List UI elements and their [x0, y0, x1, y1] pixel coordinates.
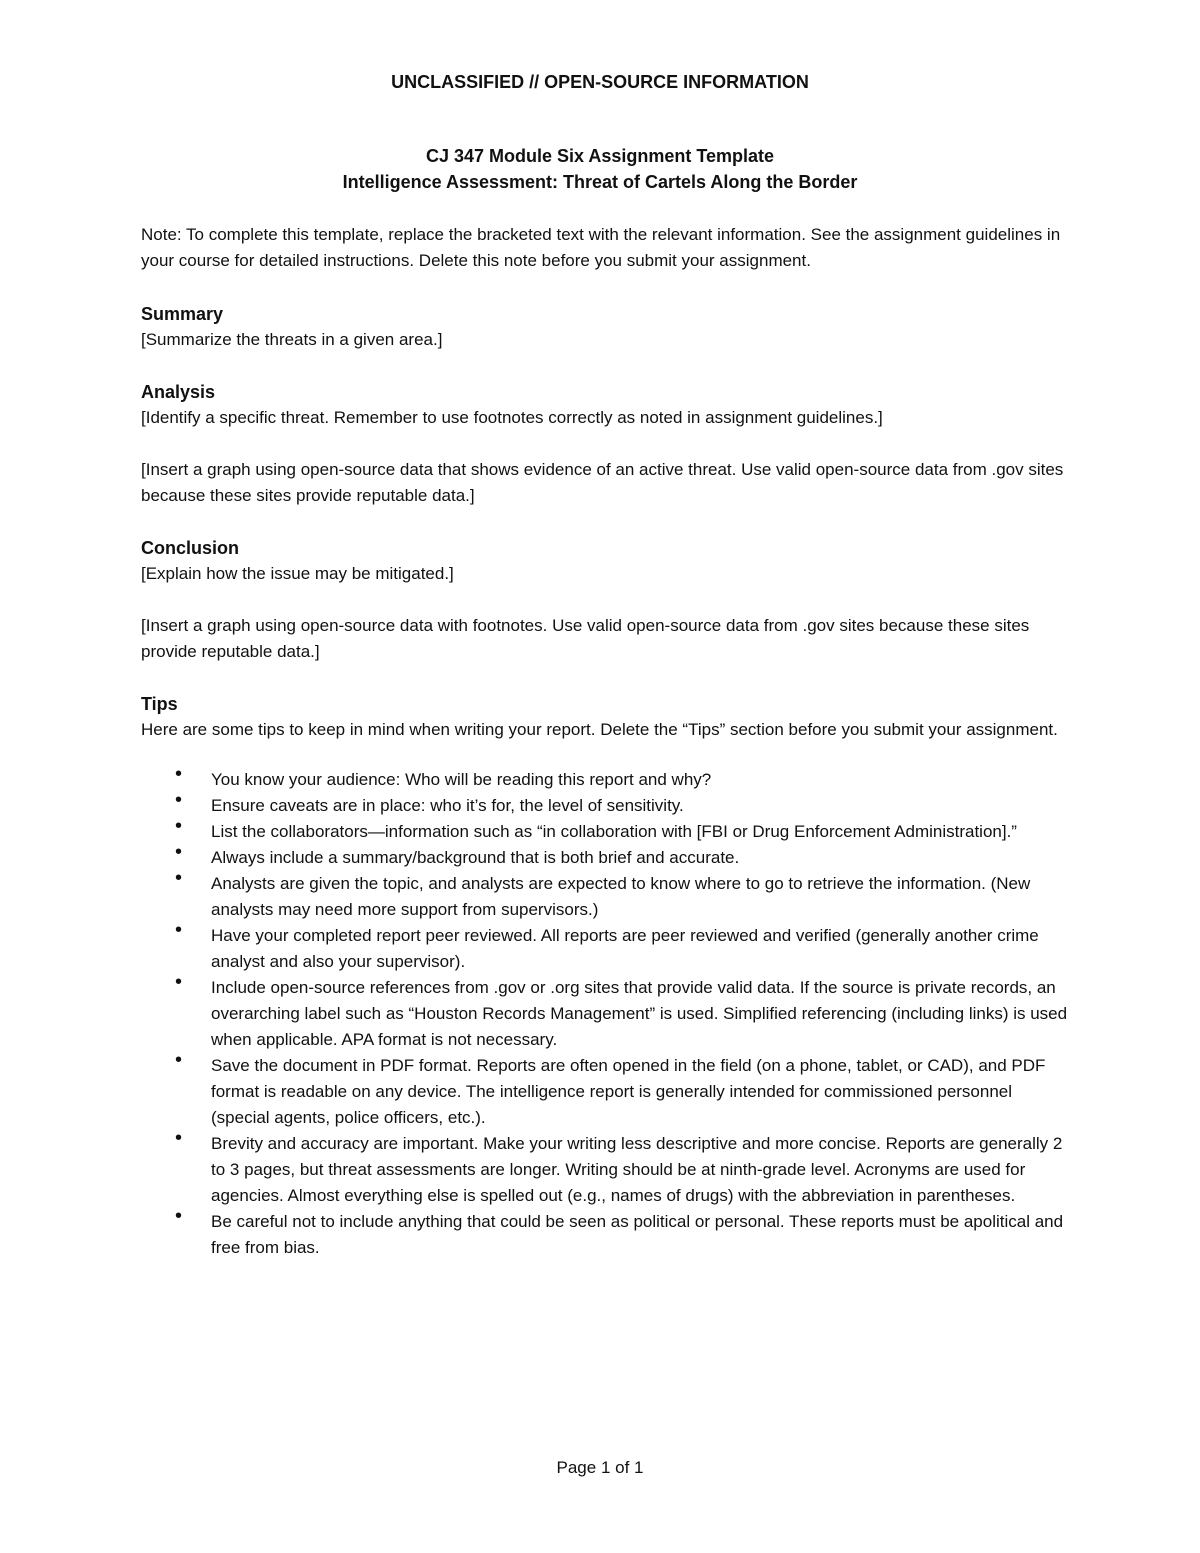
- list-item: [141, 919, 1071, 975]
- document-subtitle: Intelligence Assessment: Threat of Cartels Along the Border: [342, 172, 858, 192]
- list-item: [141, 763, 1071, 793]
- tips-list: [141, 763, 1071, 1261]
- bullet-icon: •: [175, 789, 183, 811]
- classification-banner: UNCLASSIFIED // OPEN-SOURCE INFORMATION: [391, 72, 809, 92]
- bullet-icon: •: [175, 815, 183, 837]
- analysis-section: [141, 379, 1071, 509]
- bullet-icon: •: [175, 763, 183, 785]
- page-footer: Page 1 of 1: [556, 1458, 644, 1477]
- bullet-icon: •: [175, 867, 183, 889]
- tip-text: Have your completed report peer reviewed. All reports are peer reviewed and verified (generally another crime analyst and also your supervisor).: [211, 926, 1039, 971]
- document-title: CJ 347 Module Six Assignment Template: [425, 146, 775, 166]
- list-item: [141, 971, 1071, 1053]
- conclusion-paragraph: [Insert a graph using open-source data with footnotes. Use valid open-source data from .gov sites because these sites provide reputable data.]: [141, 616, 1030, 661]
- tip-text: Brevity and accuracy are important. Make your writing less descriptive and more concise. Reports are generally 2 to 3 pages, but threat assessments are longer. Writing should be at ninth-grade level. Acronyms are used for agencies. Almost everything else is spelled out (e.g., names of drugs) with the abbreviation in parentheses.: [211, 1134, 1063, 1205]
- bullet-icon: •: [175, 1127, 183, 1149]
- tip-text: Analysts are given the topic, and analysts are expected to know where to go to retrieve the information. (New analysts may need more support from supervisors.): [211, 874, 1031, 919]
- tips-section: [141, 691, 1071, 1261]
- tip-text: Include open-source references from .gov or .org sites that provide valid data. If the source is private records, an overarching label such as “Houston Records Management” is used. Simplified referencing (including links) is used when applicable. APA format is not necessary.: [211, 978, 1068, 1049]
- list-item: [141, 1049, 1071, 1131]
- analysis-paragraph: [Insert a graph using open-source data that shows evidence of an active threat. Use valid open-source data from .gov sites because these sites provide reputable data.]: [141, 460, 1064, 505]
- summary-paragraph: [Summarize the threats in a given area.]: [141, 330, 443, 349]
- tip-text: You know your audience: Who will be reading this report and why?: [211, 770, 712, 789]
- tips-heading: Tips: [141, 694, 178, 714]
- bullet-icon: •: [175, 971, 183, 993]
- list-item: [141, 815, 1071, 845]
- list-item: [141, 1205, 1071, 1261]
- summary-section: [141, 301, 1071, 353]
- tip-text: Be careful not to include anything that could be seen as political or personal. These reports must be apolitical and free from bias.: [211, 1212, 1064, 1257]
- analysis-heading: Analysis: [141, 382, 216, 402]
- list-item: [141, 841, 1071, 871]
- tip-text: List the collaborators—information such as “in collaboration with [FBI or Drug Enforcement Administration].”: [211, 822, 1017, 841]
- tip-text: Always include a summary/background that is both brief and accurate.: [211, 848, 740, 867]
- tip-text: Save the document in PDF format. Reports are often opened in the field (on a phone, tablet, or CAD), and PDF format is readable on any device. The intelligence report is generally intended for commissioned personnel (special agents, police officers, etc.).: [211, 1056, 1046, 1127]
- analysis-paragraph: [Identify a specific threat. Remember to use footnotes correctly as noted in assignment guidelines.]: [141, 408, 883, 427]
- tips-intro: Here are some tips to keep in mind when writing your report. Delete the “Tips” section before you submit your assignment.: [141, 720, 1058, 739]
- list-item: [141, 867, 1071, 923]
- template-note: Note: To complete this template, replace the bracketed text with the relevant information. See the assignment guidelines in your course for detailed instructions. Delete this note before you submit your assignment.: [141, 225, 1061, 270]
- bullet-icon: •: [175, 1205, 183, 1227]
- list-item: [141, 789, 1071, 819]
- title-block: [0, 143, 1200, 195]
- summary-heading: Summary: [141, 304, 224, 324]
- bullet-icon: •: [175, 841, 183, 863]
- conclusion-heading: Conclusion: [141, 538, 239, 558]
- bullet-icon: •: [175, 1049, 183, 1071]
- conclusion-paragraph: [Explain how the issue may be mitigated.]: [141, 564, 454, 583]
- list-item: [141, 1127, 1071, 1209]
- document-body: [141, 222, 1071, 1261]
- tip-text: Ensure caveats are in place: who it’s for, the level of sensitivity.: [211, 796, 684, 815]
- conclusion-section: [141, 535, 1071, 665]
- bullet-icon: •: [175, 919, 183, 941]
